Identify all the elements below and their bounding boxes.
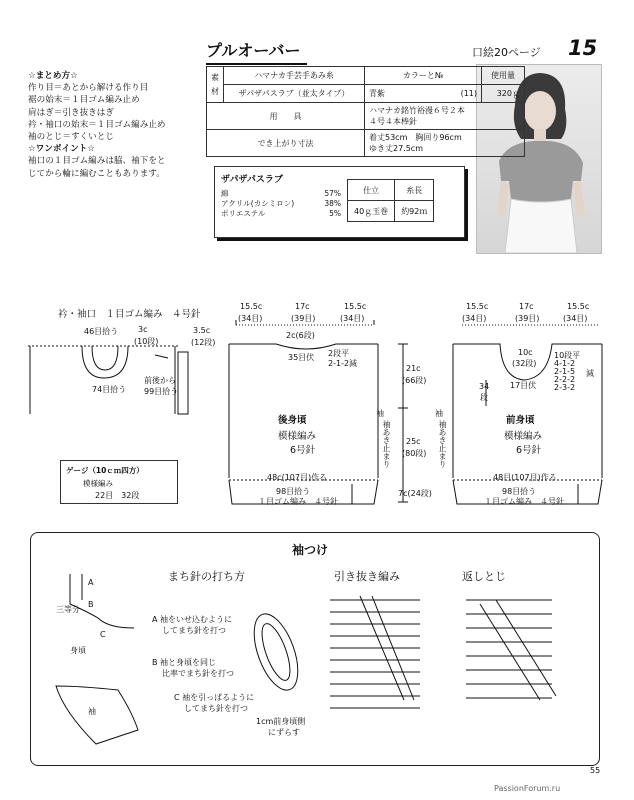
collar-title: 衿・袖口 １目ゴム編み ４号針 [58,309,201,320]
back-cast-on: 48c(107目)作る [267,473,328,482]
header-amount: 使用量 [482,67,525,85]
back-height-21: 21c [406,364,421,373]
step-c-1: C 袖を引っぱるように [174,693,255,702]
front-34: 34 [479,382,490,391]
gauge-box [60,460,178,504]
note-line: 袖のとじ＝すくいとじ [28,132,114,143]
sleeve-label: 袖 [88,707,96,716]
materials-side-label: 素 材 [207,67,224,103]
offset-note-1: 1cm前身頃側 [256,717,306,726]
front-rib: １目ゴム編み ４号針 [484,497,564,506]
put-value: 40ｇ玉巻 [348,201,395,222]
front-34-rows: 段 [480,393,488,402]
collar-rows: (10段) [134,337,159,346]
back-top-right-st: (34目) [340,314,365,323]
step-a-2: してまち針を打つ [162,626,226,635]
yarn-amount: 320ｇ [482,85,525,103]
header-color: カラーと№ [365,67,482,85]
front-sleeve-opening: 袖あき止まり [438,420,447,468]
sleeve-attach-section [30,532,600,766]
size-value: 着丈53cm 胸回り96cm ゆき丈27.5cm [365,130,525,157]
collar-pick46: 46目拾う [84,327,119,336]
sleeve-section-title: 袖つけ [292,543,329,557]
note-line: 裾の始末＝１目ゴム編み止め [28,95,140,106]
front-neck-rows: (32段) [512,359,537,368]
tools-label: 用 具 [207,103,365,130]
front-cast-on: 48目(107目)作る [493,473,557,482]
back-neck-height: 2c(6段) [286,331,315,340]
back-pick-up: 98目拾う [276,487,311,496]
collar-pick74: 74目拾う [92,385,127,394]
note-line: 作り目＝あとから解ける作り目 [28,83,149,94]
mark-a: A [88,578,94,587]
page-number: 55 [590,766,601,775]
header-length: 糸長 [395,180,434,201]
step-c-2: してまち針を打つ [184,704,248,713]
mark-b: B [88,600,94,609]
front-sleeve-mark: 袖 [435,409,443,418]
page-title: プルオーバー [206,38,307,65]
back-height-25-rows: (80段) [402,449,427,458]
mark-c: C [100,630,106,639]
back-top-mid: 17c [295,302,310,311]
color-number: (11) [423,85,482,103]
gauge-values: 22目 32段 [95,491,140,500]
onepoint-heading: ☆ワンポイント☆ [28,144,95,155]
back-rib: １目ゴム編み ４号針 [258,497,338,506]
back-height-7: 7c(24段) [398,489,432,498]
front-top-mid-st: (39目) [515,314,540,323]
three-equal: 三等分 [56,605,80,614]
step-a-1: A 袖をいせ込むように [152,615,233,624]
color-name: 青紫 [365,85,423,103]
pins-title: まち針の打ち方 [168,570,245,583]
step-b-2: 比率でまち針を打つ [162,669,234,678]
gauge-title: ゲージ（10ｃｍ四方） [66,466,144,475]
tools-value: ハマナカ銘竹裕漫６号２本 ４号４本棒針 [365,103,525,130]
back-height-25: 25c [406,437,421,446]
backstitch-title: 返しとじ [462,570,506,583]
back-top-mid-st: (39目) [291,314,316,323]
front-top-right: 15.5c [567,302,590,311]
front-pattern: 模様編み [504,431,543,442]
watermark: PassionForum.ru [494,784,561,793]
yarn-composition: 綿 57% アクリル(カシミロン) 38% ポリエステル 5% [221,189,341,218]
cuff-rows: (12段) [191,338,216,347]
collar-width: 3c [138,325,148,334]
back-top-left: 15.5c [240,302,263,311]
front-dec-title: 10段平 [554,351,581,360]
gauge-pattern: 模様編み [83,479,113,488]
back-body-name: 後身頃 [278,415,307,426]
front-dec-b: 2-1-5 [554,367,576,376]
front-dec-e: 減 [586,369,594,378]
back-height-21-rows: (66段) [402,376,427,385]
back-pattern: 模様編み [278,431,317,442]
notes-heading: ☆まとめ方☆ [28,71,78,81]
front-pick-up: 98目拾う [502,487,537,496]
yarn-name: ザパザパスラブ（並太タイプ） [224,85,365,103]
front-neck-width: 10c [518,348,533,357]
front-dec-c: 2-2-2 [554,375,576,384]
note-line: 袖口の１目ゴム編みは脇、袖下をと [28,156,166,167]
back-dec-2: 2-1-2減 [328,359,358,368]
front-top-left-st: (34目) [462,314,487,323]
front-body-name: 前身頃 [506,415,535,426]
collar-front-back: 前後から [144,376,176,385]
yarn-info-name: ザパザパスラブ [221,175,283,185]
slip-stitch-title: 引き抜き編み [334,570,400,583]
back-dec-1: 2段平 [328,349,350,358]
back-top-left-st: (34目) [238,314,263,323]
note-line: 衿・袖口の始末＝１目ゴム編み止め [28,119,166,130]
step-b-1: B 袖と身頃を同じ [152,658,217,667]
note-line: 肩はぎ＝引き抜きはぎ [28,107,114,118]
back-sleeve-opening: 袖あき止まり [382,420,391,468]
size-label: でき上がり寸法 [207,130,365,157]
front-dec-a: 4-1-2 [554,359,576,368]
back-bind-off: 35目伏 [288,353,315,362]
front-needle: 6号針 [516,445,542,456]
offset-note-2: にずらす [268,728,300,737]
front-top-right-st: (34目) [563,314,588,323]
note-line: じてから輪に編むこともあります。 [28,168,165,179]
front-top-mid: 17c [519,302,534,311]
cuff-width: 3.5c [193,326,211,335]
front-dec-d: 2-3-2 [554,383,576,392]
header-put: 仕立 [348,180,395,201]
back-sleeve-mark: 袖 [376,409,384,418]
back-top-right: 15.5c [344,302,367,311]
length-value: 約92ｍ [395,201,434,222]
pattern-number: 15 [568,36,598,60]
body-label: 身頃 [70,646,86,655]
photo-reference: 口絵20ページ [472,46,541,59]
front-top-left: 15.5c [466,302,489,311]
back-needle: 6号針 [290,445,316,456]
collar-pick99: 99目拾う [144,387,179,396]
front-bind-off: 17目伏 [510,381,537,390]
header-yarn: ハマナカ手芸手あみ糸 [224,67,365,85]
